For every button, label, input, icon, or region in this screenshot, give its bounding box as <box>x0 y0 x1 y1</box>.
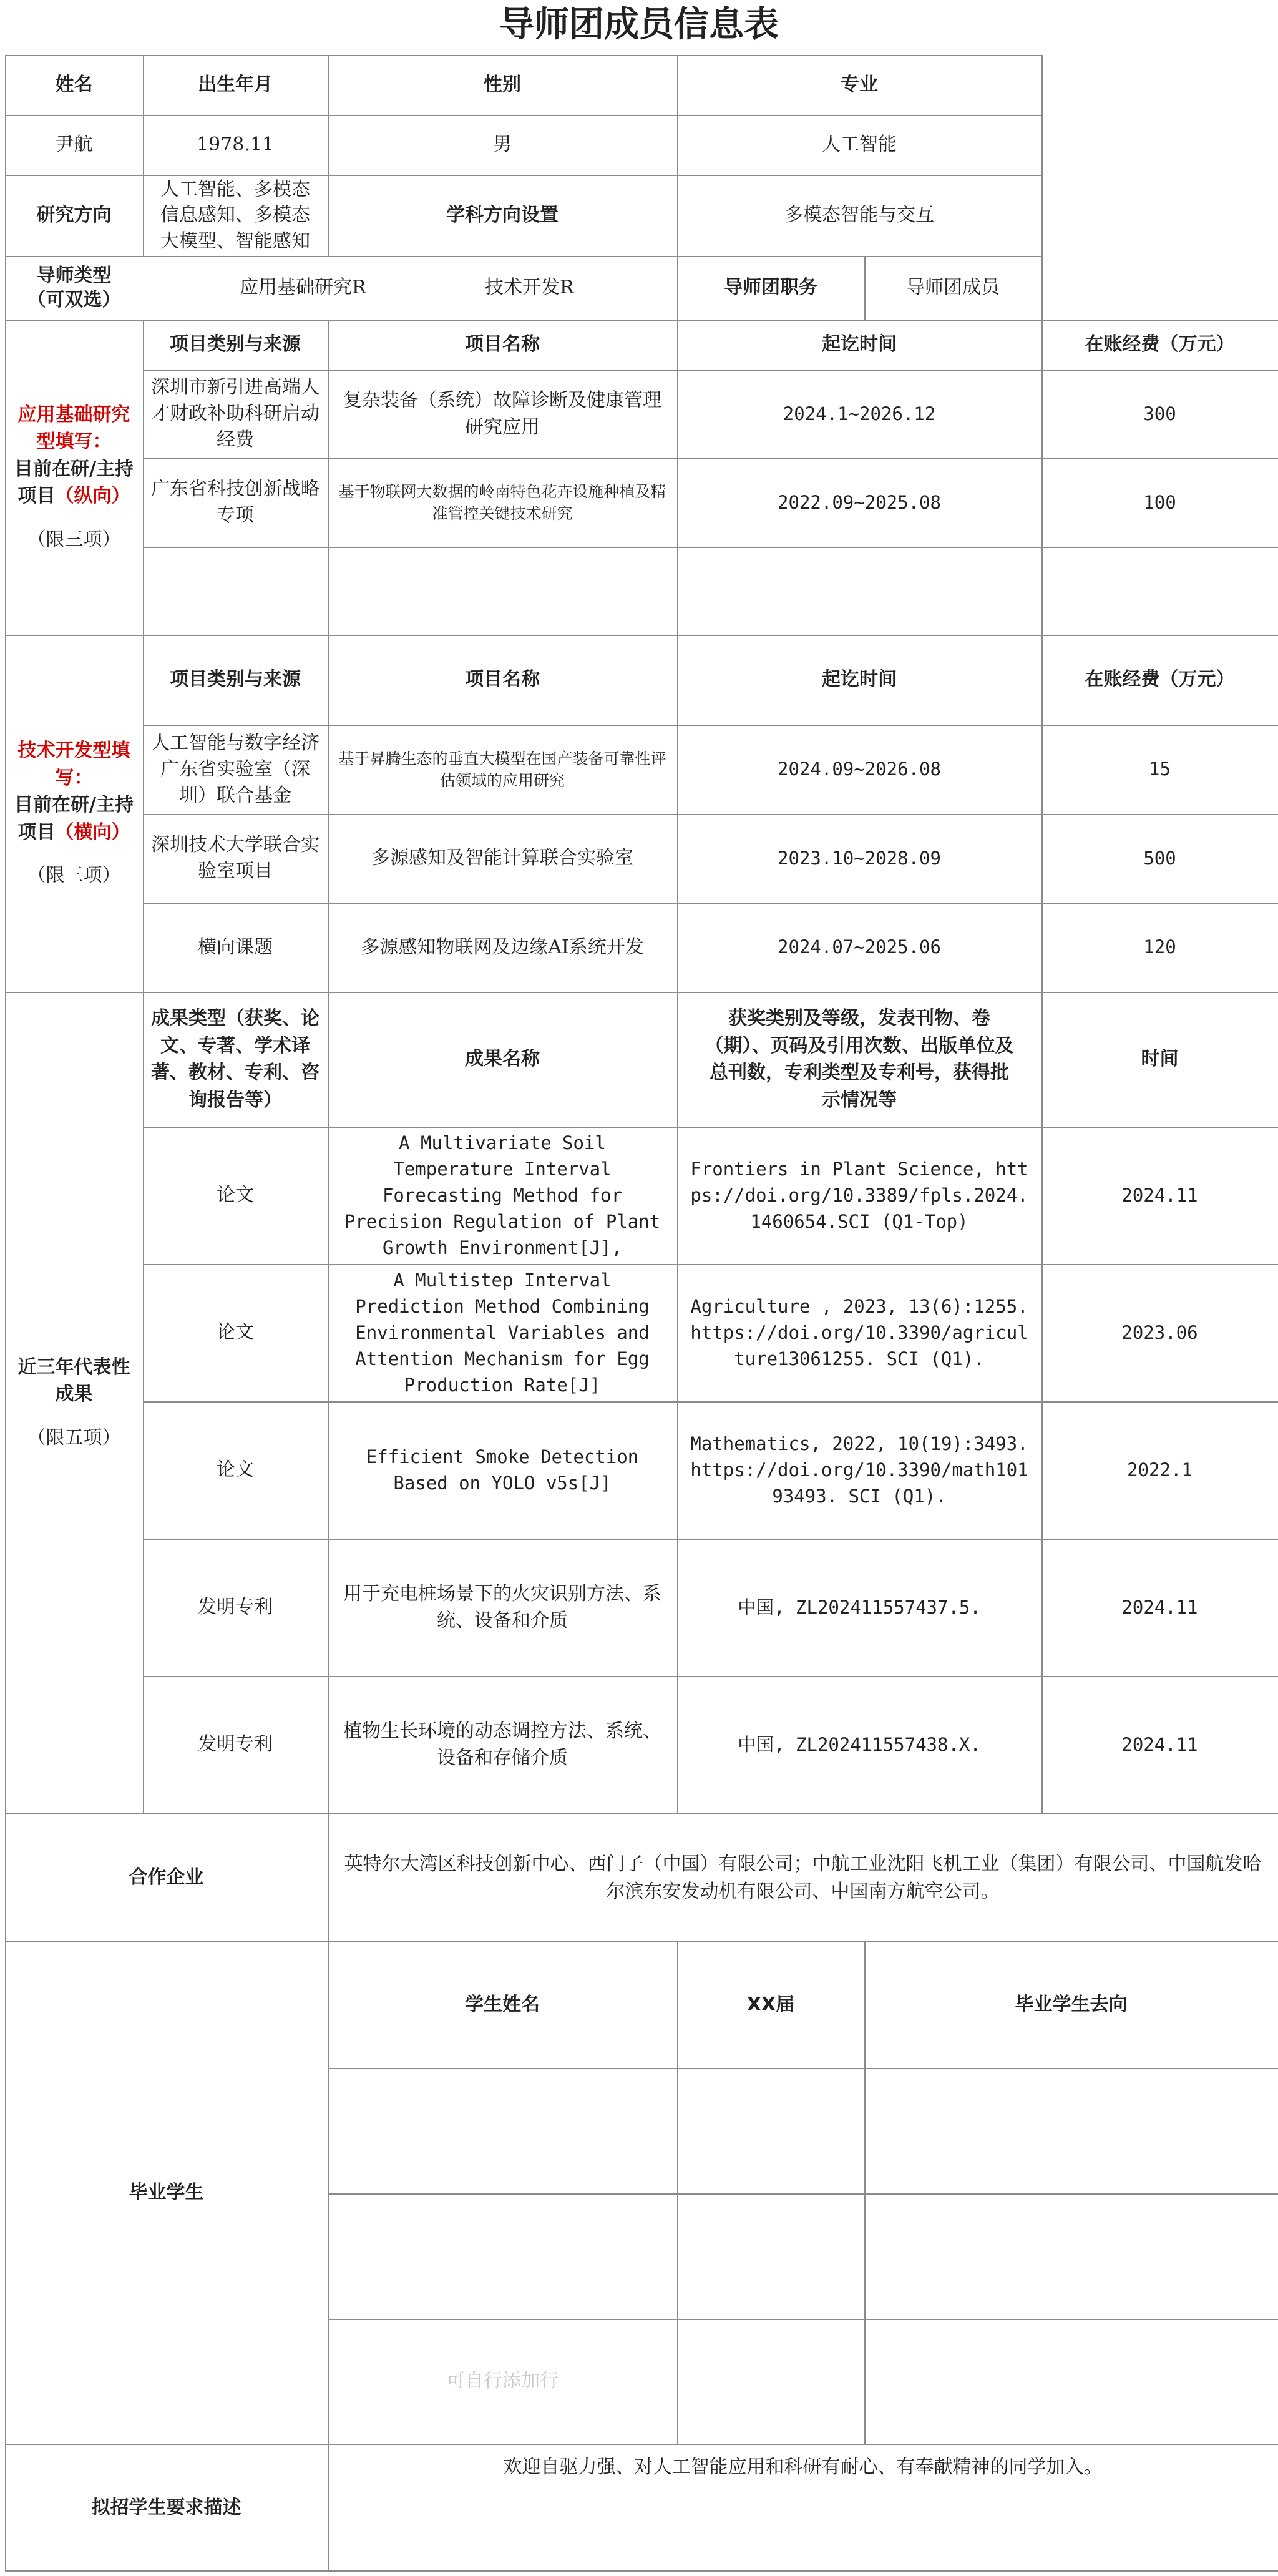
td-row-2-funds[interactable]: 500 <box>1143 847 1176 869</box>
grid-line <box>328 2193 1278 2195</box>
grad-row-3-name[interactable] <box>328 2319 677 2444</box>
br-row-3-funds[interactable] <box>1041 547 1278 635</box>
ach-header-detail: 获奖类别及等级，发表刊物、卷（期）、页码及引用次数、出版单位及总刊数，专利类型及专利号，获得批示情况等 <box>705 1007 1014 1111</box>
partners-value[interactable]: 英特尔大湾区科技创新中心、西门子（中国）有限公司；中航工业沈阳飞机工业（集团）有限公司、中国航发哈尔滨东安发动机有限公司、中国南方航空公司。 <box>344 1853 1262 1903</box>
br-row-1-name[interactable]: 复杂装备（系统）故障诊断及健康管理研究应用 <box>343 389 661 438</box>
ach-row-3-name[interactable]: Efficient Smoke Detection Based on YOLO v5s[J] <box>366 1446 639 1494</box>
grid-line <box>143 1676 1278 1677</box>
grid-line <box>5 55 6 2572</box>
grid-line <box>5 256 1041 257</box>
grid-line <box>143 903 1278 904</box>
achievements-label: 近三年代表性成果 <box>17 1356 130 1406</box>
grid-line <box>143 1264 1278 1265</box>
value-birth[interactable]: 1978.11 <box>196 134 275 156</box>
td-row-3-funds[interactable]: 120 <box>1143 936 1176 958</box>
grad-row-1-destination[interactable] <box>864 2068 1278 2193</box>
ach-row-3-type[interactable]: 论文 <box>217 1459 254 1481</box>
ach-header-type: 成果类型（获奖、论文、专著、学术译著、教材、专利、咨询报告等） <box>151 1007 320 1111</box>
grid-line <box>143 814 1278 815</box>
grid-line <box>5 635 1278 636</box>
td-row-2-name[interactable]: 多源感知及智能计算联合实验室 <box>371 847 633 869</box>
research-direction-value[interactable]: 人工智能、多模态信息感知、多模态大模型、智能感知 <box>160 178 310 252</box>
td-header-funds: 在账经费（万元） <box>1085 668 1235 691</box>
td-row-1-funds[interactable]: 15 <box>1149 758 1171 780</box>
achievements-side-label <box>5 992 143 1813</box>
br-header-source: 项目类别与来源 <box>170 333 301 356</box>
header-gender: 性别 <box>484 74 521 96</box>
ach-row-1-type[interactable]: 论文 <box>217 1184 254 1207</box>
grid-line <box>328 2068 1278 2069</box>
grad-row-2-class[interactable] <box>677 2193 864 2319</box>
ach-row-4-time[interactable]: 2024.11 <box>1121 1596 1198 1618</box>
grid-line <box>143 725 1278 726</box>
br-row-3-source[interactable] <box>143 547 328 635</box>
ach-header-name: 成果名称 <box>465 1048 540 1070</box>
grid-line <box>864 256 866 320</box>
td-row-3-period[interactable]: 2024.07~2025.06 <box>778 936 941 958</box>
grid-line <box>864 1941 866 2444</box>
td-header-period: 起讫时间 <box>822 668 897 691</box>
add-row-hint: 可自行添加行 <box>446 2370 559 2392</box>
br-row-2-source[interactable]: 广东省科技创新战略专项 <box>151 478 320 526</box>
supervisor-type-options <box>143 256 677 320</box>
grid-line <box>5 2570 1278 2572</box>
requirements-label: 拟招学生要求描述 <box>91 2496 241 2519</box>
basic-research-current-label: 目前在研/主持项目 <box>14 458 134 507</box>
basic-research-vertical-label: （纵向） <box>55 485 130 507</box>
br-row-3-name[interactable] <box>328 547 677 635</box>
tech-dev-current-label: 目前在研/主持项目 <box>14 794 134 843</box>
grid-line <box>5 1941 1278 1942</box>
grid-line <box>5 992 1278 993</box>
grad-row-1-class[interactable] <box>677 2068 864 2193</box>
grid-line <box>143 547 1278 548</box>
ach-row-5-detail[interactable]: 中国, ZL202411557438.X. <box>738 1733 981 1755</box>
discipline-value[interactable]: 多模态智能与交互 <box>784 204 934 227</box>
ach-row-2-detail[interactable]: Agriculture , 2023, 13(6):1255. https://doi.org/10.3390/agriculture13061255. SCI (Q1). <box>690 1295 1028 1370</box>
header-name: 姓名 <box>55 74 93 96</box>
br-row-2-period[interactable]: 2022.09~2025.08 <box>778 491 941 513</box>
grad-header-class: XX届 <box>746 1993 795 2015</box>
grid-line <box>328 320 329 2572</box>
header-major: 专业 <box>841 74 878 96</box>
basic-research-limit: （限三项） <box>27 528 121 551</box>
td-row-3-name[interactable]: 多源感知物联网及边缘AI系统开发 <box>361 936 644 958</box>
br-header-name: 项目名称 <box>465 333 540 356</box>
value-gender[interactable]: 男 <box>493 134 512 156</box>
grid-line <box>143 1539 1278 1540</box>
partners-label: 合作企业 <box>129 1866 204 1888</box>
td-row-1-name[interactable]: 基于昇腾生态的垂直大模型在国产装备可靠性评估领域的应用研究 <box>338 749 666 790</box>
grid-line <box>1041 55 1043 1813</box>
grid-line <box>5 2444 1278 2445</box>
grad-row-1-name[interactable] <box>328 2068 677 2193</box>
ach-header-time: 时间 <box>1141 1048 1179 1070</box>
ach-row-2-type[interactable]: 论文 <box>217 1321 254 1344</box>
td-row-2-period[interactable]: 2023.10~2028.09 <box>778 847 941 869</box>
tech-dev-type-label: 技术开发型填写： <box>17 740 130 789</box>
ach-row-2-name[interactable]: A Multistep Interval Prediction Method Combining Environmental Variables and Attention Mechanism for Egg Production Rate[J] <box>355 1269 650 1396</box>
grid-line <box>143 320 144 1813</box>
grid-line <box>143 55 144 256</box>
br-row-2-funds[interactable]: 100 <box>1143 491 1176 513</box>
br-header-funds: 在账经费（万元） <box>1085 333 1235 356</box>
br-row-2-name[interactable]: 基于物联网大数据的岭南特色花卉设施种植及精准管控关键技术研究 <box>338 482 666 522</box>
basic-research-type-label: 应用基础研究型填写： <box>17 403 130 453</box>
grid-line <box>143 1401 1278 1403</box>
td-row-3-source[interactable]: 横向课题 <box>198 936 273 958</box>
achievements-limit: （限五项） <box>27 1426 121 1449</box>
graduates-label: 毕业学生 <box>129 2181 204 2203</box>
type-option-basic-research[interactable]: 应用基础研究R <box>240 277 366 299</box>
requirements-value[interactable]: 欢迎自驱力强、对人工智能应用和科研有耐心、有奉献精神的同学加入。 <box>503 2456 1103 2478</box>
ach-row-1-name[interactable]: A Multivariate Soil Temperature Interval Forecasting Method for Precision Regulation of Plant Growth Environment[J], <box>344 1132 661 1259</box>
ach-row-4-name[interactable]: 用于充电桩场景下的火灾识别方法、系统、设备和介质 <box>343 1582 661 1632</box>
grid-line <box>5 55 1041 56</box>
duty-label: 导师团职务 <box>724 277 817 299</box>
ach-row-1-detail[interactable]: Frontiers in Plant Science, https://doi.org/10.3389/fpls.2024.1460654.SCI (Q1-Top) <box>690 1158 1028 1233</box>
tech-dev-limit: （限三项） <box>27 864 121 887</box>
type-option-tech-dev[interactable]: 技术开发R <box>485 277 574 299</box>
research-direction-label: 研究方向 <box>36 204 112 227</box>
header-birth: 出生年月 <box>198 74 273 96</box>
ach-row-4-detail[interactable]: 中国, ZL202411557437.5. <box>738 1596 981 1618</box>
ach-row-2-time[interactable]: 2023.06 <box>1121 1321 1198 1343</box>
grid-line <box>5 175 1041 176</box>
ach-row-3-detail[interactable]: Mathematics, 2022, 10(19):3493. https://doi.org/10.3390/math10193493. SCI (Q1). <box>690 1432 1028 1507</box>
supervisor-type-label <box>5 256 143 320</box>
br-row-1-source[interactable]: 深圳市新引进高端人才财政补助科研启动经费 <box>151 376 320 451</box>
grid-line <box>143 458 1278 459</box>
ach-row-5-name[interactable]: 植物生长环境的动态调控方法、系统、设备和存储介质 <box>343 1720 661 1769</box>
grid-line <box>328 2319 1278 2320</box>
grid-line <box>328 55 329 256</box>
td-row-2-source[interactable]: 深圳技术大学联合实验室项目 <box>151 834 320 882</box>
br-header-period: 起讫时间 <box>822 333 897 356</box>
td-header-source: 项目类别与来源 <box>170 668 301 691</box>
tech-dev-side-label <box>5 635 143 992</box>
td-row-1-source[interactable]: 人工智能与数字经济广东省实验室（深圳）联合基金 <box>151 732 320 806</box>
ach-row-1-time[interactable]: 2024.11 <box>1121 1184 1198 1206</box>
ach-row-3-time[interactable]: 2022.1 <box>1127 1459 1193 1481</box>
supervisor-type-label-line2: （可双选） <box>27 289 121 311</box>
page-title: 导师团成员信息表 <box>499 4 779 45</box>
duty-value[interactable]: 导师团成员 <box>906 277 1000 299</box>
grad-header-name: 学生姓名 <box>465 1993 540 2015</box>
basic-research-side-label <box>5 320 143 635</box>
grid-line <box>5 1813 1278 1814</box>
tech-dev-horizontal-label: （横向） <box>55 821 130 843</box>
grid-line <box>677 1941 678 2444</box>
grad-header-destination: 毕业学生去向 <box>1015 1993 1128 2015</box>
grid-line <box>677 55 678 1813</box>
grad-row-2-name[interactable] <box>328 2193 677 2319</box>
td-row-1-period[interactable]: 2024.09~2026.08 <box>778 758 941 780</box>
grid-line <box>5 115 1041 116</box>
ach-row-5-type[interactable]: 发明专利 <box>198 1733 273 1756</box>
value-major[interactable]: 人工智能 <box>822 134 897 156</box>
td-header-name: 项目名称 <box>465 668 540 691</box>
grad-row-3-destination[interactable] <box>864 2319 1278 2444</box>
discipline-label: 学科方向设置 <box>446 204 559 227</box>
grad-row-2-destination[interactable] <box>864 2193 1278 2319</box>
br-row-1-funds[interactable]: 300 <box>1143 403 1176 424</box>
grid-line <box>143 1127 1278 1128</box>
grad-row-3-class[interactable] <box>677 2319 864 2444</box>
grid-line <box>5 320 1278 321</box>
br-row-3-period[interactable] <box>677 547 1041 635</box>
supervisor-type-label-line1: 导师类型 <box>36 265 112 286</box>
ach-row-4-type[interactable]: 发明专利 <box>198 1596 273 1619</box>
grid-line <box>143 370 1278 371</box>
ach-row-5-time[interactable]: 2024.11 <box>1121 1733 1198 1755</box>
value-name[interactable]: 尹航 <box>55 134 93 156</box>
br-row-1-period[interactable]: 2024.1~2026.12 <box>783 403 936 424</box>
